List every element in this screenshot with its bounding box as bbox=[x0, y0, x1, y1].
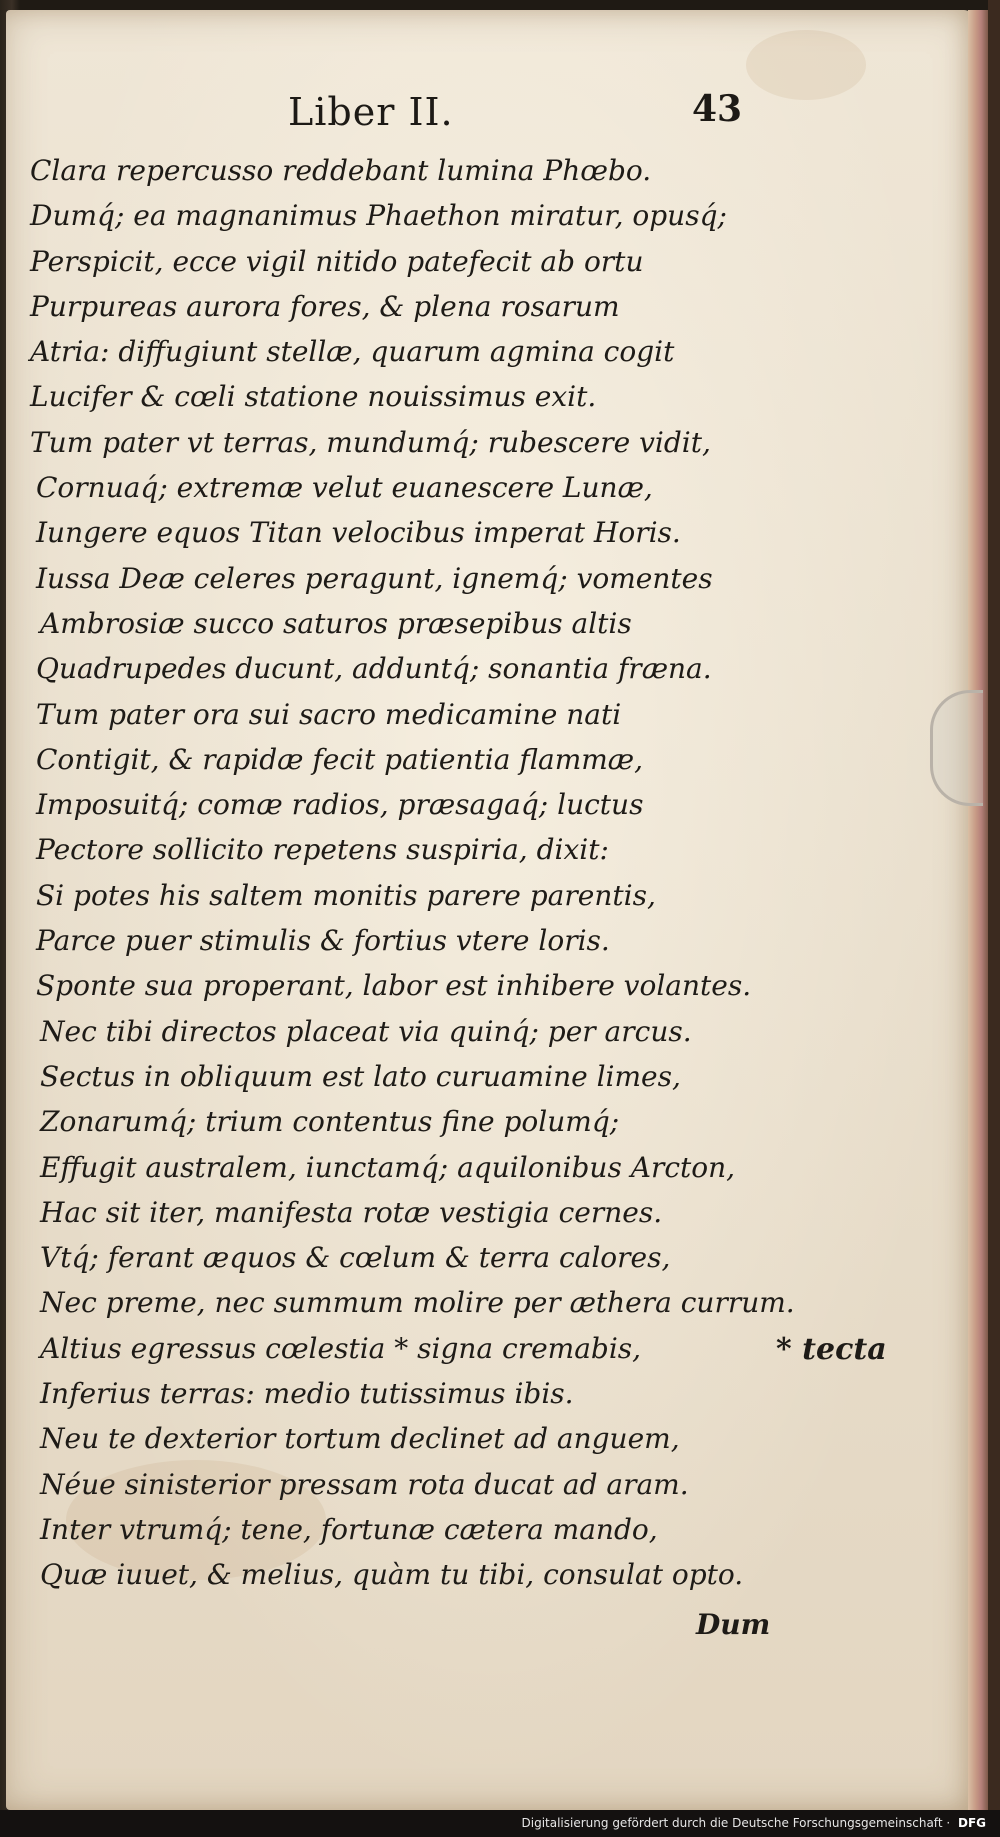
verse-line: Imposuitq́; comæ radios, præsagaq́; luctus bbox=[36, 788, 644, 822]
verse-line: Parce puer stimulis & fortius vtere loris. bbox=[36, 924, 610, 958]
catchword: Dum bbox=[696, 1608, 771, 1641]
verse-line: Vtq́; ferant æquos & cœlum & terra calores, bbox=[40, 1241, 671, 1275]
verse-line: Sectus in obliquum est lato curuamine limes, bbox=[40, 1059, 681, 1093]
verse-line: Nec preme, nec summum molire per æthera currum. bbox=[40, 1286, 795, 1320]
verse-line: Perspicit, ecce vigil nitido patefecit ab ortu bbox=[30, 244, 644, 278]
verse-line: Tum pater vt terras, mundumq́; rubescere vidit, bbox=[30, 425, 711, 459]
book-cover-edge bbox=[988, 0, 1000, 1837]
verse-line: Inferius terras: medio tutissimus ibis. bbox=[40, 1377, 574, 1411]
verse-line: Cornuaq́; extremæ velut euanescere Lunæ, bbox=[36, 471, 653, 505]
verse-line: Effugit australem, iunctamq́; aquilonibus Arcton, bbox=[40, 1150, 736, 1184]
digitization-credit bbox=[522, 1816, 986, 1830]
dfg-logo: DFG bbox=[957, 1816, 986, 1830]
verse-line: Dumq́; ea magnanimus Phaethon miratur, opusq́; bbox=[30, 199, 727, 233]
verse-line: Zonarumq́; trium contentus fine polumq́; bbox=[40, 1105, 620, 1139]
marginal-note: * tecta bbox=[776, 1332, 887, 1367]
verse-line: Si potes his saltem monitis parere parentis, bbox=[36, 878, 656, 912]
verse-line: Altius egressus cœlestia * signa cremabis, bbox=[40, 1331, 642, 1365]
verse-line: Inter vtrumq́; tene, fortunæ cætera mando, bbox=[40, 1512, 658, 1546]
verse-line: Neu te dexterior tortum declinet ad anguem, bbox=[40, 1422, 680, 1456]
page-edge bbox=[968, 10, 990, 1810]
verse-line: Pectore sollicito repetens suspiria, dixit: bbox=[36, 833, 609, 867]
verse-line: Iussa Deæ celeres peragunt, ignemq́; vomentes bbox=[36, 561, 713, 595]
paper-clip bbox=[930, 690, 983, 806]
verse-line: Sponte sua properant, labor est inhibere volantes. bbox=[36, 969, 752, 1003]
verse-line: Lucifer & cœli statione nouissimus exit. bbox=[30, 380, 597, 414]
page-number: 43 bbox=[692, 88, 743, 130]
verse-line: Quæ iuuet, & melius, quàm tu tibi, consulat opto. bbox=[40, 1558, 744, 1592]
credit-text: Digitalisierung gefördert durch die Deutsche Forschungsgemeinschaft · bbox=[521, 1816, 951, 1830]
verse-line: Hac sit iter, manifesta rotæ vestigia cernes. bbox=[40, 1195, 663, 1229]
book-page bbox=[6, 10, 974, 1810]
verse-line: Ambrosiæ succo saturos præsepibus altis bbox=[40, 606, 632, 640]
page-header bbox=[6, 82, 974, 142]
verse-line: Quadrupedes ducunt, adduntq́; sonantia fræna. bbox=[36, 652, 712, 686]
verse-line: Atria: diffugiunt stellæ, quarum agmina cogit bbox=[30, 335, 675, 369]
verse-line: Purpureas aurora fores, & plena rosarum bbox=[30, 289, 620, 323]
verse-line: Tum pater ora sui sacro medicamine nati bbox=[36, 697, 622, 731]
running-head: Liber II. bbox=[288, 90, 454, 134]
verse-line: Clara repercusso reddebant lumina Phœbo. bbox=[30, 154, 652, 187]
verse-block bbox=[30, 148, 960, 1598]
verse-line: Nec tibi directos placeat via quinq́; per arcus. bbox=[40, 1014, 692, 1048]
verse-line: Néue sinisterior pressam rota ducat ad aram. bbox=[40, 1467, 689, 1501]
verse-line: Iungere equos Titan velocibus imperat Horis. bbox=[36, 516, 681, 550]
verse-line: Contigit, & rapidæ fecit patientia flammæ, bbox=[36, 742, 644, 776]
